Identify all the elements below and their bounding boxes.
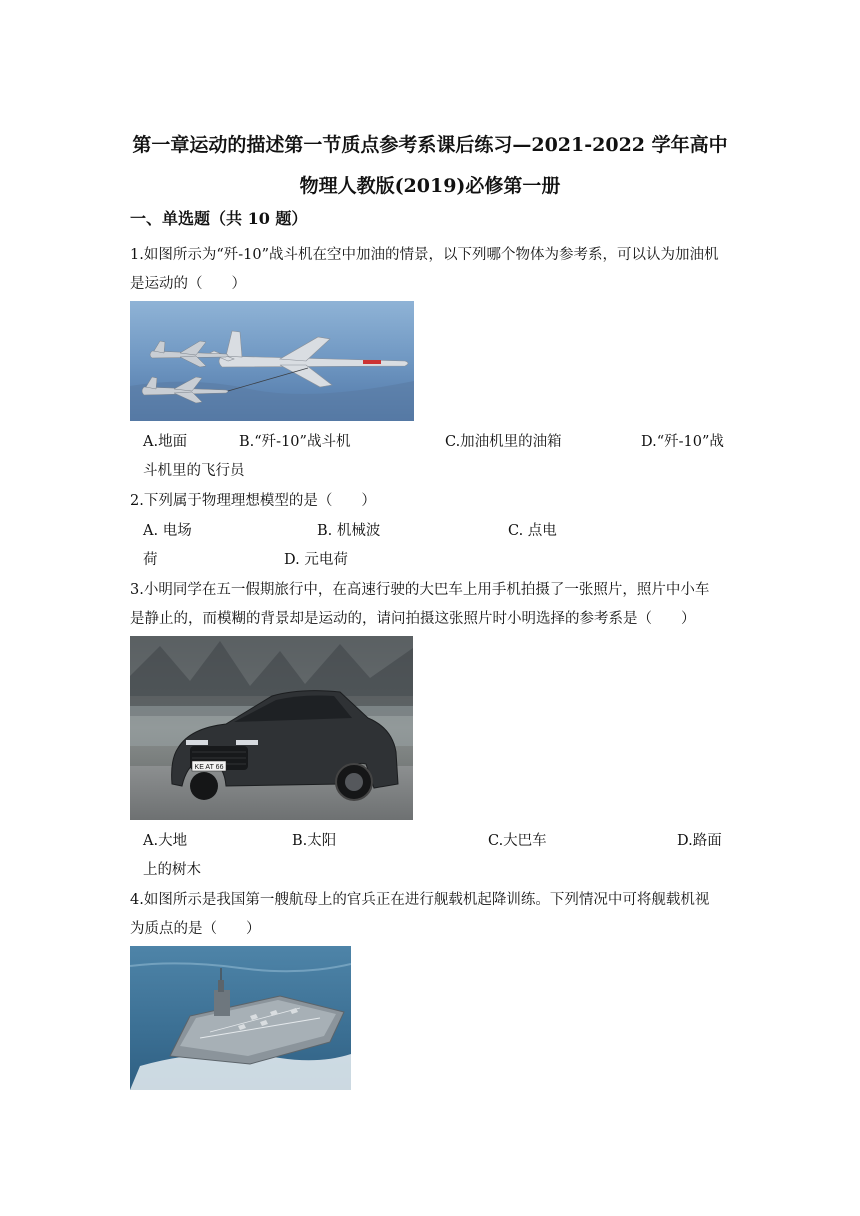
question-2-option-b: B. 机械波 [317, 523, 381, 539]
question-3-option-d-wrap: 上的树木 [143, 862, 201, 878]
question-3-option-d: D.路面 [677, 833, 722, 849]
question-1-option-a: A.地面 [143, 434, 188, 450]
aircraft-carrier-image [130, 946, 351, 1090]
license-plate-text: KE AT 66 [194, 764, 224, 771]
refueling-jets-image [130, 301, 414, 421]
question-2-option-d: D. 元电荷 [284, 552, 348, 568]
section-heading: 一、单选题（共 10 题） [130, 209, 308, 228]
question-4-stem-line2: 为质点的是（ ） [130, 921, 261, 937]
question-1-option-c: C.加油机里的油箱 [445, 434, 562, 450]
question-1-option-d-wrap: 斗机里的飞行员 [143, 463, 245, 479]
question-1-option-d: D.“歼-10”战 [641, 434, 724, 450]
question-1-stem-line2: 是运动的（ ） [130, 276, 246, 292]
car-photo-image [130, 636, 413, 820]
question-1-stem-line1: 1.如图所示为“歼-10”战斗机在空中加油的情景，以下列哪个物体为参考系，可以认为加油机 [130, 247, 719, 263]
document-title-line2: 物理人教版(2019)必修第一册 [299, 175, 561, 197]
question-2-option-a: A. 电场 [143, 523, 192, 539]
question-3-stem-line2: 是静止的，而模糊的背景却是运动的，请问拍摄这张照片时小明选择的参考系是（ ） [130, 611, 696, 627]
question-2-option-c-wrap: 荷 [143, 552, 158, 568]
question-3-stem-line1: 3.小明同学在五一假期旅行中，在高速行驶的大巴车上用手机拍摄了一张照片，照片中小车 [130, 582, 710, 598]
question-2-option-c: C. 点电 [508, 523, 557, 539]
question-2-stem: 2.下列属于物理理想模型的是（ ） [130, 493, 376, 509]
question-3-option-a: A.大地 [143, 833, 188, 849]
question-3-option-c: C.大巴车 [488, 833, 547, 849]
document-title-line1: 第一章运动的描述第一节质点参考系课后练习—2021-2022 学年高中 [132, 134, 728, 156]
question-3-option-b: B.太阳 [292, 833, 337, 849]
question-4-stem-line1: 4.如图所示是我国第一艘航母上的官兵正在进行舰载机起降训练。下列情况中可将舰载机视 [130, 892, 710, 908]
question-1-option-b: B.“歼-10”战斗机 [239, 434, 351, 450]
